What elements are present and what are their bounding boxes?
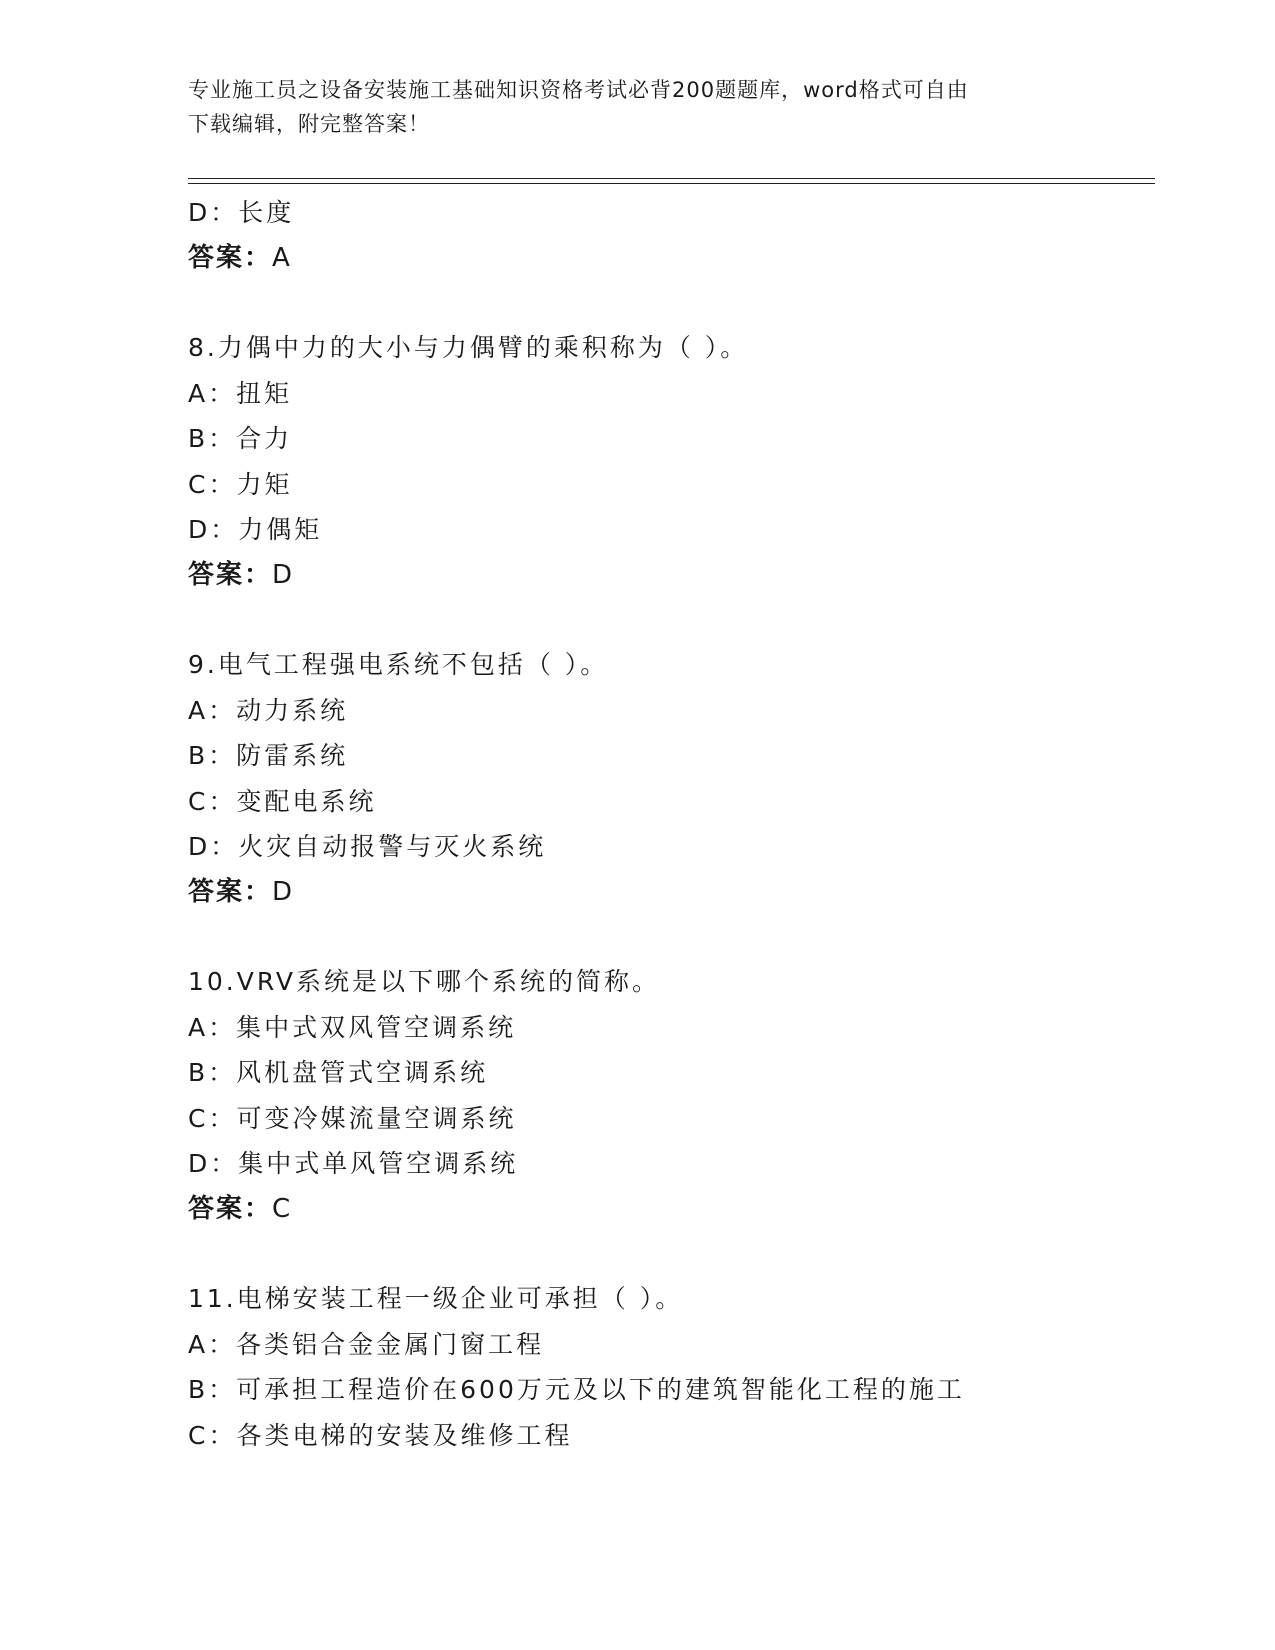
option-11-c: C：各类电梯的安装及维修工程 — [188, 1420, 573, 1450]
option-8-d: D：力偶矩 — [188, 515, 323, 544]
option-8-c: C：力矩 — [188, 469, 293, 499]
option-9-a: A：动力系统 — [188, 695, 349, 725]
header-line-2: 下载编辑，附完整答案！ — [188, 112, 430, 136]
answer-label: 答案： — [188, 242, 273, 273]
answer-value: D — [272, 876, 295, 907]
option-10-b: B：风机盘管式空调系统 — [188, 1058, 489, 1087]
question-list — [188, 190, 1168, 1458]
option-11-a: A：各类铝合金金属门窗工程 — [188, 1329, 545, 1359]
answer-label: 答案： — [188, 559, 273, 590]
answer-value: C — [272, 1193, 293, 1224]
question-stem-8: 8.力偶中力的大小与力偶臂的乘积称为（ ）。 — [188, 333, 749, 362]
spacer — [188, 281, 1168, 325]
question-stem-11: 11.电梯安装工程一级企业可承担（ ）。 — [188, 1284, 684, 1313]
answer-10 — [188, 1187, 1168, 1233]
header-divider-bottom — [188, 183, 1155, 184]
question-stem-10: 10.VRV系统是以下哪个系统的简称。 — [188, 967, 660, 996]
option-11-b: B：可承担工程造价在600万元及以下的建筑智能化工程的施工 — [188, 1375, 965, 1404]
carryover-option-d: D：长度 — [188, 198, 295, 227]
option-9-c: C：变配电系统 — [188, 786, 377, 816]
option-10-c: C：可变冷媒流量空调系统 — [188, 1103, 517, 1133]
spacer — [188, 1232, 1168, 1276]
option-8-a: A：扭矩 — [188, 378, 293, 408]
document-header — [188, 73, 1088, 141]
spacer — [188, 598, 1168, 642]
option-10-d: D：集中式单风管空调系统 — [188, 1149, 519, 1178]
option-9-d: D：火灾自动报警与灭火系统 — [188, 832, 547, 861]
answer-9 — [188, 870, 1168, 916]
answer-label: 答案： — [188, 876, 273, 907]
option-9-b: B：防雷系统 — [188, 741, 349, 770]
question-stem-9: 9.电气工程强电系统不包括（ ）。 — [188, 650, 609, 679]
header-line-1: 专业施工员之设备安装施工基础知识资格考试必背200题题库，word格式可自由 — [188, 78, 969, 102]
carryover-answer — [188, 236, 1168, 282]
spacer — [188, 915, 1168, 959]
option-10-a: A：集中式双风管空调系统 — [188, 1012, 517, 1042]
answer-value: D — [272, 559, 295, 590]
answer-value: A — [272, 242, 292, 273]
option-8-b: B：合力 — [188, 424, 293, 453]
header-divider-top — [188, 178, 1155, 179]
answer-label: 答案： — [188, 1193, 273, 1224]
answer-8 — [188, 553, 1168, 599]
